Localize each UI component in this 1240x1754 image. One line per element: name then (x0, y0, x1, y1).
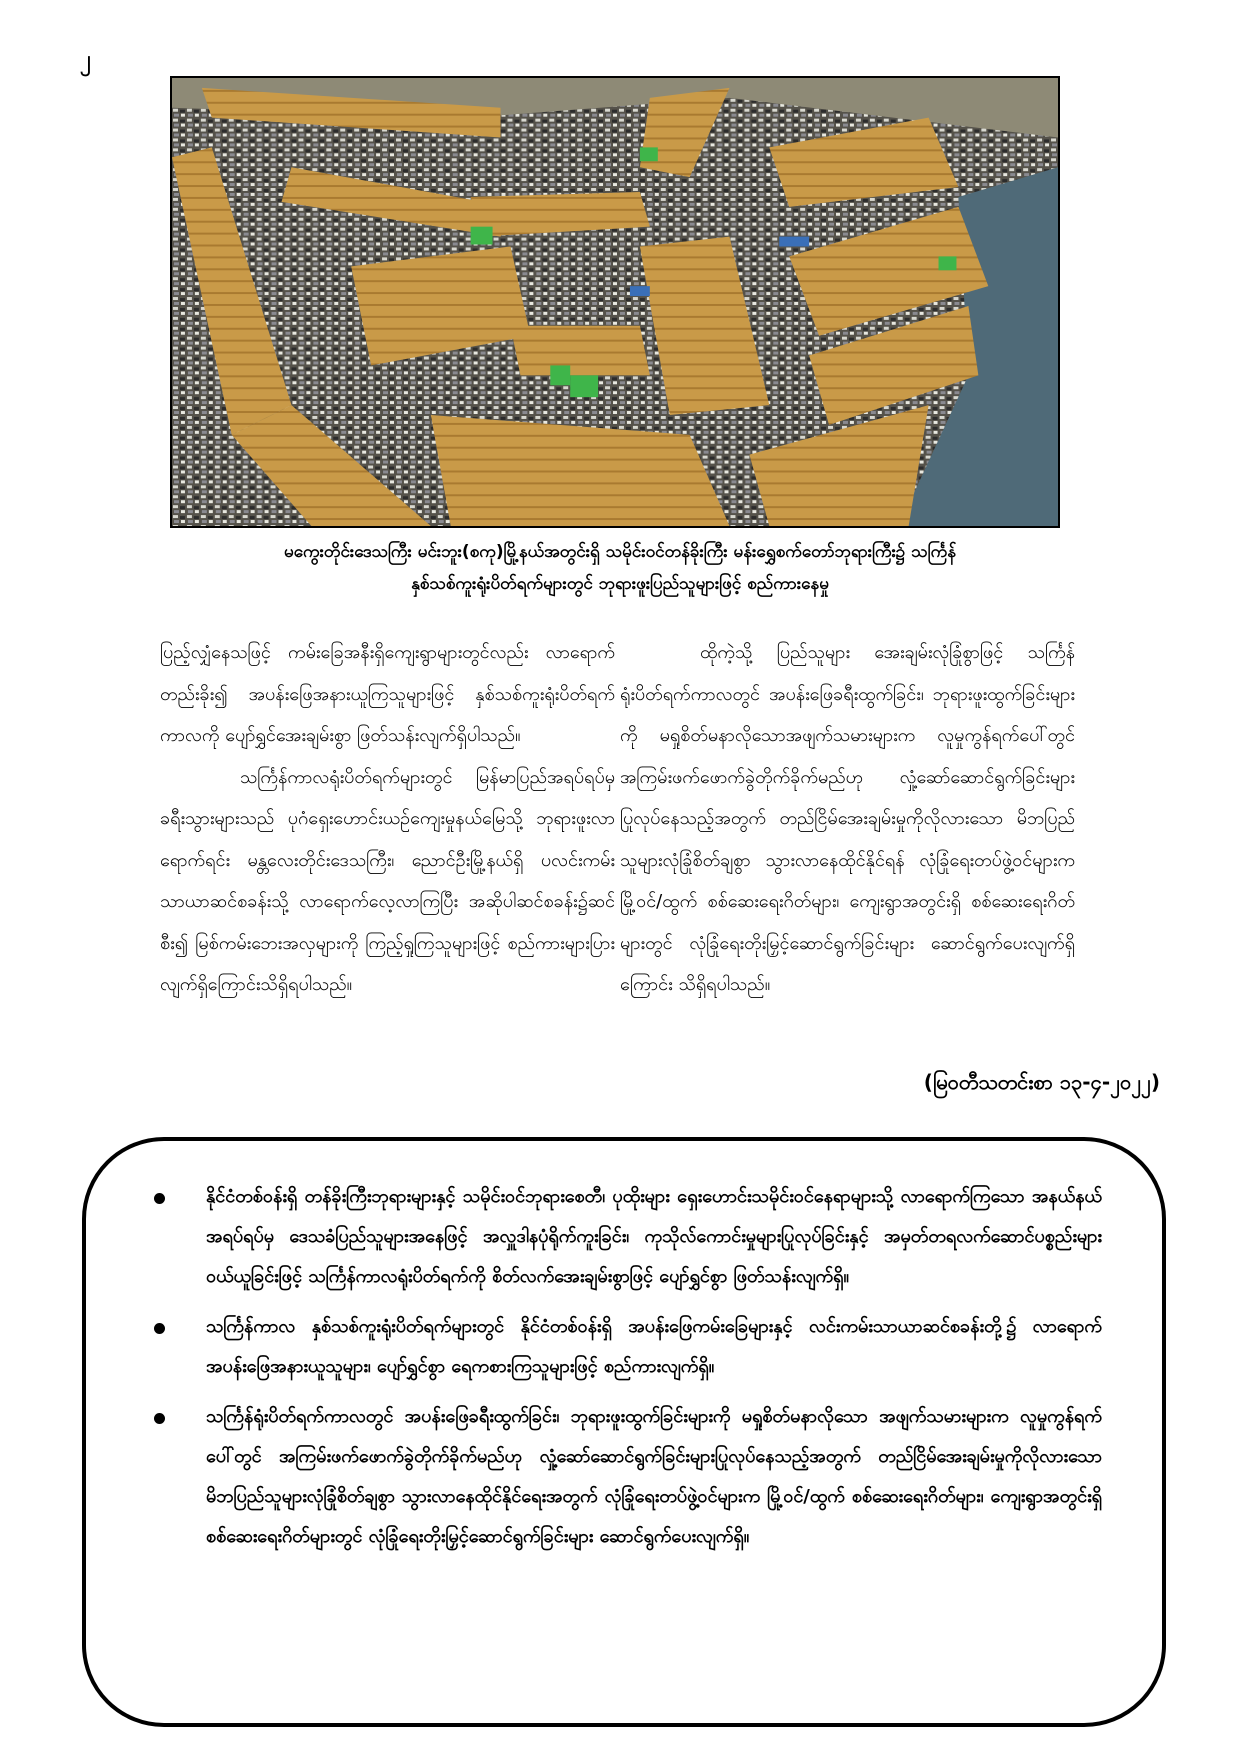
photo-caption (150, 536, 1090, 600)
page-number: ၂ (80, 47, 91, 72)
bullet-icon (154, 1323, 165, 1334)
bullet-icon (154, 1193, 165, 1204)
caption-line-1: မကွေးတိုင်းဒေသကြီး မင်းဘူး(စကု)မြို့နယ်အတွင်းရှိ သမိုင်းဝင်တန်ခိုးကြီး မန်းရွှေစက်တော်ဘုရားကြီး၌ သင်္ကြန် (284, 542, 956, 562)
summary-text: သင်္ကြန်ရုံးပိတ်ရက်ကာလတွင် အပန်းဖြေခရီးထွက်ခြင်း၊ ဘုရားဖူးထွက်ခြင်းများကို မရှုစိတ်မနာလိုသော အဖျက်သမားများက လူမှုကွန်ရက်ပေါ်တွင် အကြမ်းဖက်ဖောက်ခွဲတိုက်ခိုက်မည်ဟု လှုံ့ဆော်ဆောင်ရွက်ခြင်းများပြုလုပ်နေသည့်အတွက် တည်ငြိမ်အေးချမ်းမှုကိုလိုလားသော မိဘပြည်သူများလုံခြုံစိတ်ချစွာ သွားလာနေထိုင်နိုင်ရေးအတွက် လုံခြုံရေးတပ်ဖွဲ့ဝင်များက မြို့ဝင်/ထွက် စစ်ဆေးရေးဂိတ်များ၊ ကျေးရွာအတွင်းရှိ စစ်ဆေးရေးဂိတ်များတွင် လုံခြုံရေးတိုးမြှင့်ဆောင်ရွက်ခြင်းများ ဆောင်ရွက်ပေးလျက်ရှိ။ (206, 1406, 1102, 1547)
article-paragraph: သင်္ကြန်ကာလရုံးပိတ်ရက်များတွင် မြန်မာပြည်အရပ်ရပ်မှ ခရီးသွားများသည် ပုဂံရှေးဟောင်းယဉ်ကျေးမှုနယ်မြေသို့ ဘုရားဖူးလာရောက်ရင်း မန္တလေးတိုင်းဒေသကြီး၊ ညောင်ဦးမြို့နယ်ရှိ ပလင်းကမ်းသာယာဆင်စခန်းသို့ လာရောက်လေ့လာကြပြီး အဆိုပါဆင်စခန်း၌ဆင်စီး၍ မြစ်ကမ်းဘေးအလှများကို ကြည့်ရှုကြသူများဖြင့် စည်ကားများပြားလျက်ရှိကြောင်းသိရှိရပါသည်။ (160, 766, 615, 995)
summary-item (146, 1307, 1102, 1387)
summary-box (82, 1137, 1166, 1727)
bullet-icon (154, 1413, 165, 1424)
summary-text: သင်္ကြန်ကာလ နှစ်သစ်ကူးရုံးပိတ်ရက်များတွင် နိုင်ငံတစ်ဝန်းရှိ အပန်းဖြေကမ်းခြေများနှင့် လင်းကမ်းသာယာဆင်စခန်းတို့၌ လာရောက်အပန်းဖြေအနားယူသူများ၊ ပျော်ရွှင်စွာ ရေကစားကြသူများဖြင့် စည်ကားလျက်ရှိ။ (206, 1316, 1102, 1377)
summary-item (146, 1397, 1102, 1557)
summary-item (146, 1177, 1102, 1297)
aerial-market-image (172, 78, 1058, 526)
article-paragraph: ထိုကဲ့သို့ ပြည်သူများ အေးချမ်းလုံခြုံစွာဖြင့် သင်္ကြန်ရုံးပိတ်ရက်ကာလတွင် အပန်းဖြေခရီးထွက်ခြင်း၊ ဘုရားဖူးထွက်ခြင်းများကို မရှုစိတ်မနာလိုသောအဖျက်သမားများက လူမှုကွန်ရက်ပေါ်တွင် အကြမ်းဖက်ဖောက်ခွဲတိုက်ခိုက်မည်ဟု လှုံ့ဆော်ဆောင်ရွက်ခြင်းများပြုလုပ်နေသည့်အတွက် တည်ငြိမ်အေးချမ်းမှုကိုလိုလားသော မိဘပြည်သူများလုံခြုံစိတ်ချစွာ သွားလာနေထိုင်နိုင်ရန် လုံခြုံရေးတပ်ဖွဲ့ဝင်များက မြို့ဝင်/ထွက် စစ်ဆေးရေးဂိတ်များ၊ ကျေးရွာအတွင်းရှိ စစ်ဆေးရေးဂိတ်များတွင် လုံခြုံရေးတိုးမြှင့်ဆောင်ရွက်ခြင်းများ ဆောင်ရွက်ပေးလျက်ရှိကြောင်း သိရှိရပါသည်။ (620, 642, 1075, 995)
news-source: (မြဝတီသတင်းစာ ၁၃-၄-၂၀၂၂) (923, 1070, 1160, 1094)
pagoda-market-photo (170, 76, 1060, 528)
article-paragraph: ပြည့်လျှံနေသဖြင့် ကမ်းခြေအနီးရှိကျေးရွာများတွင်လည်း လာရောက်တည်းခိုး၍ အပန်းဖြေအနားယူကြသူများဖြင့် နှစ်သစ်ကူးရုံးပိတ်ရက်ကာလကို ပျော်ရွှင်အေးချမ်းစွာ ဖြတ်သန်းလျက်ရှိပါသည်။ (160, 642, 615, 746)
article-left-column (160, 632, 615, 1006)
summary-text: နိုင်ငံတစ်ဝန်းရှိ တန်ခိုးကြီးဘုရားများနှင့် သမိုင်းဝင်ဘုရားစေတီ၊ ပုထိုးများ ရှေးဟောင်းသမိုင်းဝင်နေရာများသို့ လာရောက်ကြသော အနယ်နယ်အရပ်ရပ်မှ ဒေသခံပြည်သူများအနေဖြင့် အလှူဒါနပုံရိုက်ကူးခြင်း၊ ကုသိုလ်ကောင်းမှုများပြုလုပ်ခြင်းနှင့် အမှတ်တရလက်ဆောင်ပစ္စည်းများဝယ်ယူခြင်းဖြင့် သင်္ကြန်ကာလရုံးပိတ်ရက်ကို စိတ်လက်အေးချမ်းစွာဖြင့် ပျော်ရွှင်စွာ ဖြတ်သန်းလျက်ရှိ။ (206, 1186, 1102, 1287)
article-right-column (620, 632, 1075, 1006)
summary-list (86, 1141, 1162, 1557)
caption-line-2: နှစ်သစ်ကူးရုံးပိတ်ရက်များတွင် ဘုရားဖူးပြည်သူများဖြင့် စည်ကားနေမှု (411, 574, 829, 594)
